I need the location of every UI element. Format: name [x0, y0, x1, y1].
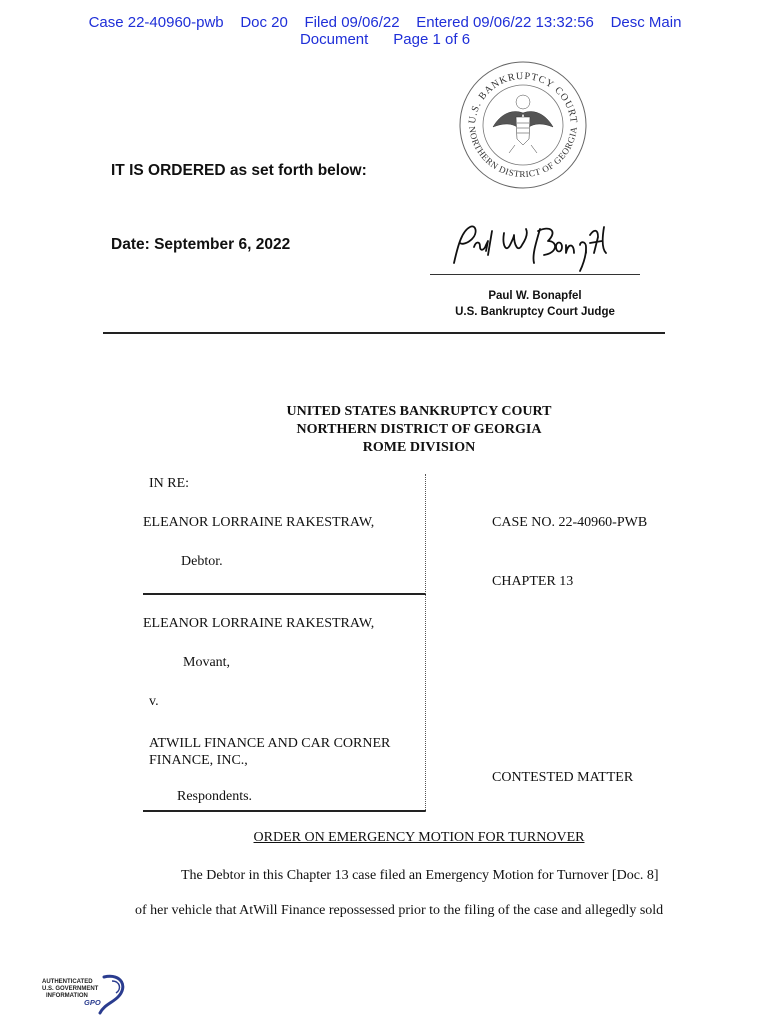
caption-respondents-label: Respondents.: [177, 789, 253, 804]
caption-versus: v.: [149, 694, 159, 709]
court-name: UNITED STATES BANKRUPTCY COURT: [286, 404, 552, 419]
caption-movant-label: Movant,: [183, 655, 231, 670]
gpo-text-2: U.S. GOVERNMENT: [42, 986, 99, 992]
docket-header-line2: Document Page 1 of 6: [299, 31, 471, 48]
caption-respondent-line2: FINANCE, INC.,: [149, 753, 248, 768]
gpo-swoosh-icon: [100, 976, 123, 1013]
caption-divider-2: [143, 810, 426, 812]
eagle-seal-icon: [457, 57, 589, 192]
caption-vertical-divider: [425, 474, 426, 812]
section-divider: [103, 332, 665, 334]
caption-in-re: IN RE:: [149, 476, 190, 491]
order-notice: IT IS ORDERED as set forth below:: [111, 162, 367, 179]
gpo-text-1: AUTHENTICATED: [42, 979, 93, 985]
caption-debtor-label: Debtor.: [181, 554, 223, 569]
judge-title: U.S. Bankruptcy Court Judge: [455, 306, 615, 318]
seal-text-top: U.S. BANKRUPTCY COURT: [467, 70, 579, 125]
caption-movant-name: ELEANOR LORRAINE RAKESTRAW,: [143, 616, 375, 631]
signature-line: [430, 274, 640, 275]
gpo-text-3: INFORMATION: [46, 993, 88, 999]
gpo-authentication-badge: [42, 973, 132, 1015]
caption-respondent-line1: ATWILL FINANCE AND CAR CORNER: [149, 736, 391, 751]
docket-header-line1: Case 22-40960-pwb Doc 20 Filed 09/06/22 Entered 09/06/22 13:32:56 Desc Main: [88, 14, 682, 31]
body-paragraph-line2: of her vehicle that AtWill Finance repossessed prior to the filing of the case and allegedly sold: [135, 903, 664, 918]
court-division: ROME DIVISION: [362, 440, 476, 455]
caption-chapter: CHAPTER 13: [492, 574, 574, 589]
order-date: Date: September 6, 2022: [111, 236, 291, 253]
caption-case-number: CASE NO. 22-40960-PWB: [492, 515, 648, 530]
order-title: ORDER ON EMERGENCY MOTION FOR TURNOVER: [253, 830, 585, 845]
caption-contested-matter: CONTESTED MATTER: [492, 770, 634, 785]
gpo-mark: GPO: [84, 998, 101, 1007]
caption-debtor-name: ELEANOR LORRAINE RAKESTRAW,: [143, 515, 375, 530]
judge-signature: [440, 215, 620, 275]
court-district: NORTHERN DISTRICT OF GEORGIA: [296, 422, 542, 437]
seal-text-bottom: NORTHERN DISTRICT OF GEORGIA: [467, 125, 579, 180]
body-paragraph-line1: The Debtor in this Chapter 13 case filed an Emergency Motion for Turnover [Doc. 8]: [181, 868, 659, 883]
caption-divider-1: [143, 593, 426, 595]
judge-name: Paul W. Bonapfel: [488, 290, 582, 302]
